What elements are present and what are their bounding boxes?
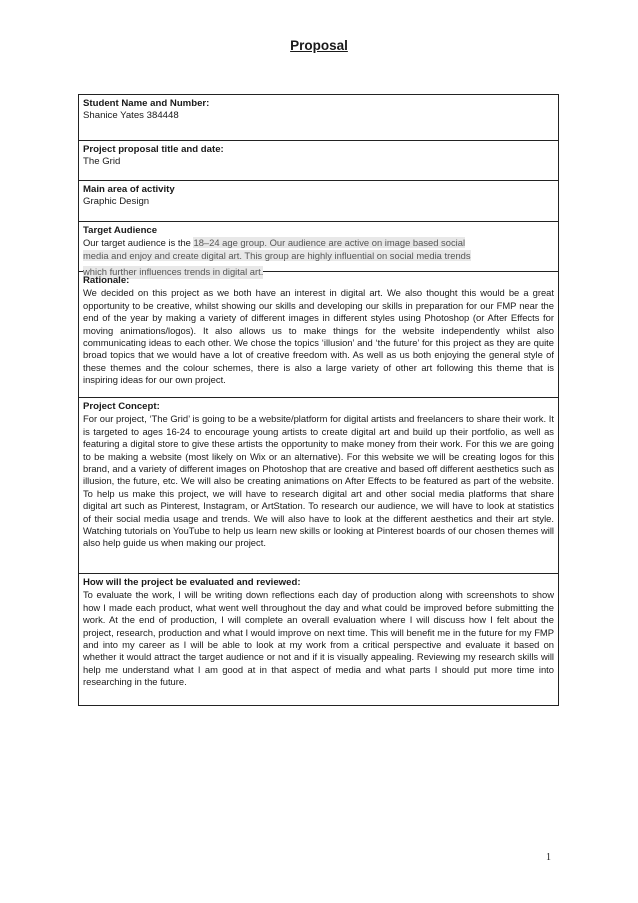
activity-value: Graphic Design <box>83 196 150 208</box>
concept-label: Project Concept: <box>83 401 160 412</box>
project-title-label: Project proposal title and date: <box>83 144 224 155</box>
project-title-value: The Grid <box>83 156 121 168</box>
rationale-label: Rationale: <box>83 275 130 286</box>
student-value: Shanice Yates 384448 <box>83 110 179 122</box>
audience-highlight-2: media and enjoy and create digital art. This group are highly influential on social media trends <box>83 249 471 261</box>
evaluation-label: How will the project be evaluated and reviewed: <box>83 577 301 588</box>
concept-section <box>79 398 558 574</box>
page-title: Proposal <box>290 38 348 53</box>
audience-line-2 <box>83 250 554 262</box>
rationale-section <box>79 272 558 398</box>
audience-label: Target Audience <box>83 225 158 236</box>
audience-prefix: Our target audience is the <box>83 237 194 249</box>
evaluation-text: To evaluate the work, I will be writing down reflections each day of production along with screenshots to show how I made each product, what went well throughout the day and what could be improved before submitting the work. At the end of production, I will complete an overall evaluation where I will discuss how I felt about the project, research, production and what I would improve on next time. This will benefit me in the future for my FMP and into my career as I will be able to look at my work from a critical perspective and evaluate it based on whether it would attract the target audience or not and if it is visually appealing. Reviewing my research skills will help me understand what I am good at in that aspect of media and what parts I should put more time into researching in the future. <box>83 589 554 688</box>
student-section <box>79 95 558 141</box>
project-title-section <box>79 141 558 181</box>
audience-line-1 <box>83 237 554 249</box>
audience-section <box>79 222 558 278</box>
activity-section <box>79 181 558 222</box>
page-number: 1 <box>546 852 551 863</box>
concept-text: For our project, ‘The Grid’ is going to be a website/platform for digital artists and freelancers to share their work. It is targeted to ages 16-24 to encourage young artists to create digital art and build up their portfolio, as well as featuring a digital store to give these artists the opportunity to make money from their work. For this we are going to be making a website (most likely on Wix or an alternative). For this website we will be creating logos for this brand, and a variety of different images on Photoshop that are creative and based off different aesthetics such as illusion, the future, etc. We will also be creating animations on After Effects to be featured as part of the website. To help us make this project, we will have to research digital art and other social media platforms that share digital art such as Pinterest, Instagram, or ArtStation. To research our audience, we will have to look at statistics of their social media usage and trends. We will also have to look at the different aesthetics and their art style. Watching tutorials on YouTube to help us learn new skills or looking at Pinterest boards of our chosen themes will also help guide us when making our project. <box>83 413 554 549</box>
student-label: Student Name and Number: <box>83 98 210 109</box>
rationale-text: We decided on this project as we both have an interest in digital art. We also thought this would be a great opportunity to be creative, whilst showing our skills and developing our skills in preparation for our FMP near the end of the year by making a variety of different images in different styles using Photoshop (or After Effects for moving animations/logos). It also allows us to make things for the website independently whilst also communicating ideas to each other. We chose the topics ‘illusion’ and ‘the future’ for this project as they are quite broad topics that we would have a lot of creative freedom with. As well as us both enjoying the general style of these themes and the colour schemes, there is also a large variety of other art following this theme that is inspiring ideas for our own project. <box>83 287 554 386</box>
audience-highlight-1: 18–24 age group. Our audience are active on image based social <box>193 237 466 249</box>
evaluation-section <box>79 574 558 707</box>
proposal-form <box>78 94 559 706</box>
activity-label: Main area of activity <box>83 184 175 195</box>
audience-line-3: which further influences trends in digital art. <box>83 266 264 278</box>
